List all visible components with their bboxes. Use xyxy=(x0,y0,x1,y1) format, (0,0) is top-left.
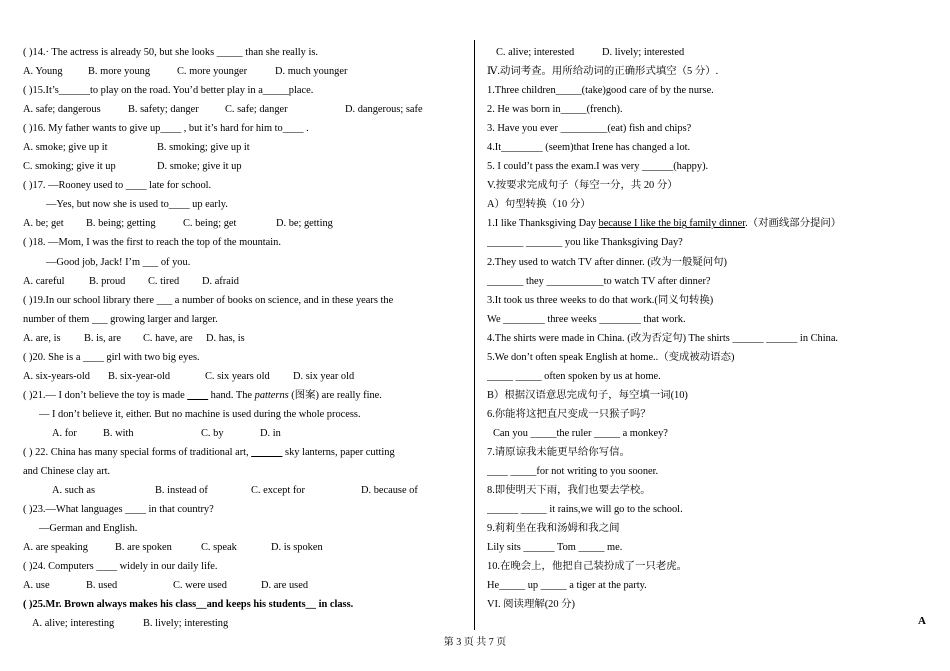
question-24: ( )24. Computers ____ widely in our daily life. xyxy=(23,561,218,573)
option: A. be; get xyxy=(23,218,64,230)
sentence-2: 2.They used to watch TV after dinner. (改为一般疑问句) xyxy=(487,256,727,268)
translation-7: 7.请原谅我未能更早给你写信。 xyxy=(487,446,630,458)
verb-4: 4.It________ (seem)that Irene has changed a lot. xyxy=(487,142,691,154)
option: C. alive; interested xyxy=(496,47,575,58)
option: D. lively; interested xyxy=(602,47,685,58)
translation-10-answer: He_____ up _____ a tiger at the party. xyxy=(487,580,647,592)
sentence-1 xyxy=(487,214,932,233)
option: A. careful xyxy=(23,275,65,287)
option: C. more younger xyxy=(177,66,248,78)
translation-6: 6.你能将这把直尺变成一只猴子吗？ xyxy=(487,408,651,420)
sentence-5-answer: _____ _____ often spoken by us at home. xyxy=(487,370,661,382)
option: A. Young xyxy=(23,66,63,78)
option: A. are, is xyxy=(23,332,61,344)
question-21-options xyxy=(23,424,469,443)
option: B. proud xyxy=(89,275,126,287)
translation-9: 9.莉莉坐在我和汤姆和我之间 xyxy=(487,523,620,535)
question-18-options xyxy=(23,272,469,291)
underlined-text: because I like the big family dinner xyxy=(598,218,746,230)
sentence-1-answer: _______ _______ you like Thanksgiving Day? xyxy=(487,237,683,249)
text: .（对画线部分提问） xyxy=(745,218,842,230)
option: B. six-year-old xyxy=(108,370,171,382)
option: B. are spoken xyxy=(115,542,172,554)
question-14-options xyxy=(23,62,469,81)
option: D. afraid xyxy=(202,275,239,287)
option: B. lively; interesting xyxy=(143,618,229,630)
option: B. instead of xyxy=(155,485,208,497)
translation-7-answer: ____ _____for not writing to you sooner. xyxy=(487,466,659,478)
sentence-2-answer: _______ they ___________to watch TV after dinner? xyxy=(487,275,711,287)
question-17-options xyxy=(23,214,469,233)
option: D. much younger xyxy=(275,66,348,78)
sentence-5: 5.We don’t often speak English at home..（变成被动语态) xyxy=(487,351,735,363)
part-a-title: A）句型转换（10 分） xyxy=(487,199,591,211)
sentence-4: 4.The shirts were made in China. (改为否定句) The shirts ______ ______ in China. xyxy=(487,332,839,344)
part-b-title: B）根据汉语意思完成句子，每空填一词(10) xyxy=(487,389,688,401)
verb-3: 3. Have you ever _________(eat) fish and chips? xyxy=(487,123,692,135)
option: A. smoke; give up it xyxy=(23,142,108,154)
option: A. for xyxy=(52,427,77,439)
question-20-options xyxy=(23,367,469,386)
verb-5: 5. I could’t pass the exam.I was very ______(happy). xyxy=(487,161,709,173)
option: D. six year old xyxy=(293,370,355,382)
option: B. is, are xyxy=(84,332,121,344)
question-14: ( )14.· The actress is already 50, but she looks _____ than she really is. xyxy=(23,47,319,58)
section-6-title: VI. 阅读理解(20 分) xyxy=(487,599,576,611)
option: B. used xyxy=(86,580,118,592)
question-16: ( )16. My father wants to give up____ , but it’s hard for him to____ . xyxy=(23,123,309,135)
question-22 xyxy=(23,443,469,462)
option: C. by xyxy=(201,427,224,439)
question-23-options xyxy=(23,538,469,557)
question-24-options xyxy=(23,576,469,595)
option: A. such as xyxy=(52,485,95,497)
translation-10: 10.在晚会上，他把自己装扮成了一只老虎。 xyxy=(487,561,688,573)
option: D. is spoken xyxy=(271,542,323,554)
option: A. alive; interesting xyxy=(32,618,115,630)
question-22-options xyxy=(23,481,469,500)
text: ( )21.— I don’t believe the toy is made xyxy=(23,389,188,401)
blank: ______ xyxy=(251,446,283,458)
verb-2: 2. He was born in_____(french). xyxy=(487,104,623,116)
section-5-title: V.按要求完成句子（每空一分，共 20 分） xyxy=(487,180,678,192)
translation-8-answer: ______ _____ it rains,we will go to the school. xyxy=(487,504,683,516)
option: A. safe; dangerous xyxy=(23,104,101,116)
question-18: ( )18. —Mom, I was the first to reach the top of the mountain. xyxy=(23,237,281,249)
question-19-options xyxy=(23,329,469,348)
option: D. in xyxy=(260,427,281,439)
option: C. smoking; give it up xyxy=(23,161,116,173)
translation-6-answer: Can you _____the ruler _____ a monkey? xyxy=(493,427,668,439)
text: ( ) 22. China has many special forms of traditional art, xyxy=(23,446,252,458)
question-17-reply: —Yes, but now she is used to____ up early. xyxy=(46,199,228,211)
question-21 xyxy=(23,386,469,405)
translation-9-answer: Lily sits ______ Tom _____ me. xyxy=(487,542,623,554)
page-number: 第 3 页 共 7 页 xyxy=(443,637,507,648)
left-column xyxy=(23,43,469,633)
option: C. six years old xyxy=(205,370,270,382)
question-19-cont: number of them ___ growing larger and larger. xyxy=(23,313,218,325)
option: D. smoke; give it up xyxy=(157,161,242,173)
question-17: ( )17. —Rooney used to ____ late for school. xyxy=(23,180,212,192)
question-16-options-2 xyxy=(23,157,469,176)
right-column xyxy=(487,43,932,614)
question-20: ( )20. She is a ____ girl with two big eyes. xyxy=(23,351,200,363)
option: D. has, is xyxy=(206,332,245,344)
text: 1.I like Thanksgiving Day xyxy=(487,218,599,230)
verb-1: 1.Three children_____(take)good care of by the nurse. xyxy=(487,85,714,97)
option: B. more young xyxy=(88,66,151,78)
question-25-options xyxy=(23,614,469,633)
option: D. because of xyxy=(361,485,418,497)
text: sky lanterns, paper cutting xyxy=(282,446,395,458)
option: C. except for xyxy=(251,485,305,497)
question-19: ( )19.In our school library there ___ a number of books on science, and in these years the xyxy=(23,294,394,306)
option: A. use xyxy=(23,580,50,592)
blank: ____ xyxy=(187,389,209,401)
section-4-title: Ⅳ.动词考查。用所给动词的正确形式填空（5 分）. xyxy=(487,66,719,78)
option: D. be; getting xyxy=(276,218,333,230)
question-18-reply: —Good job, Jack! I’m ___ of you. xyxy=(46,256,191,268)
question-25: ( )25.Mr. Brown always makes his class__and keeps his students__ in class. xyxy=(23,599,354,611)
option: C. speak xyxy=(201,542,237,554)
passage-letter: A xyxy=(918,615,926,627)
question-16-options-1 xyxy=(23,138,469,157)
text: hand. The xyxy=(208,389,255,401)
question-23-reply: —German and English. xyxy=(39,523,138,535)
option: C. have, are xyxy=(143,332,193,344)
question-22-cont: and Chinese clay art. xyxy=(23,466,111,478)
column-divider xyxy=(474,40,475,630)
sentence-3: 3.It took us three weeks to do that work.(同义句转换) xyxy=(487,294,714,306)
option: B. smoking; give up it xyxy=(157,142,250,154)
italic-word: patterns xyxy=(254,389,289,401)
option: D. dangerous; safe xyxy=(345,104,423,116)
sentence-3-answer: We ________ three weeks ________ that work. xyxy=(487,313,686,325)
option: A. are speaking xyxy=(23,542,88,554)
option: B. being; getting xyxy=(86,218,156,230)
option: A. six-years-old xyxy=(23,370,90,382)
question-15-options xyxy=(23,100,469,119)
option: B. with xyxy=(103,427,134,439)
option: D. are used xyxy=(261,580,309,592)
option: C. safe; danger xyxy=(225,104,288,116)
question-21-reply: — I don’t believe it, either. But no machine is used during the whole process. xyxy=(39,408,361,420)
option: C. were used xyxy=(173,580,227,592)
translation-8: 8.即使明天下雨，我们也要去学校。 xyxy=(487,485,651,497)
option: B. safety; danger xyxy=(128,104,199,116)
question-15: ( )15.It’s______to play on the road. You’d better play in a_____place. xyxy=(23,85,314,97)
text: (图案) are really fine. xyxy=(288,389,382,401)
question-23: ( )23.—What languages ____ in that country? xyxy=(23,504,214,516)
option: C. being; get xyxy=(183,218,237,230)
option: C. tired xyxy=(148,275,180,287)
question-25-options-cont xyxy=(487,43,932,62)
